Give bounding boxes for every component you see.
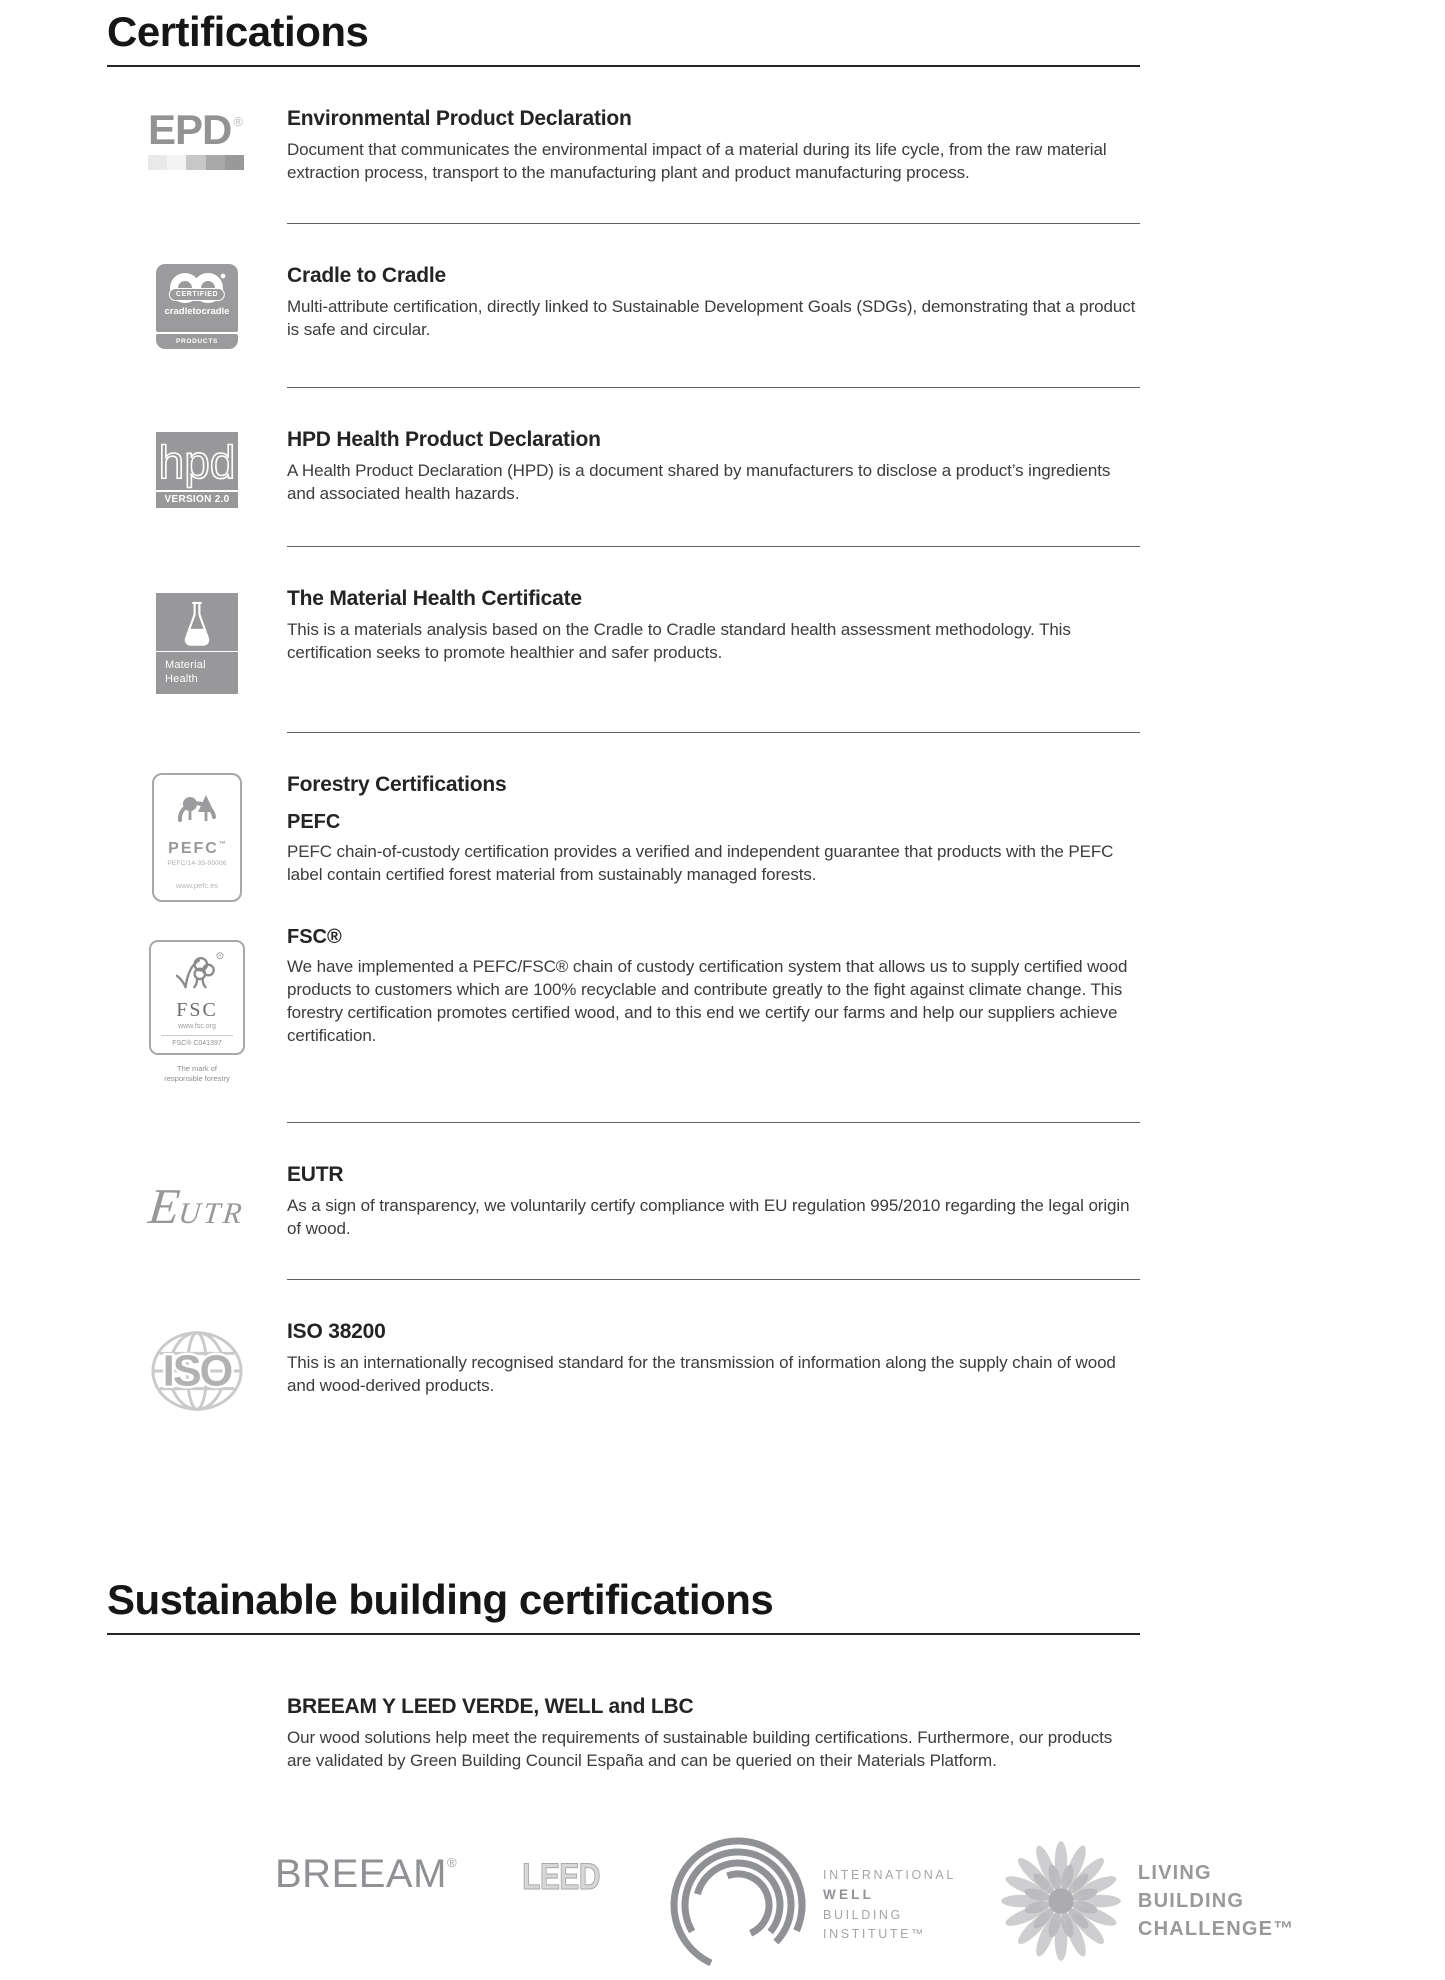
trademark-mark: ™ (218, 841, 226, 849)
pefc-logo (152, 773, 242, 902)
flask-icon (174, 599, 220, 651)
cert-description: We have implemented a PEFC/FSC® chain of custody certification system that allows us to supply certified wood products to customers which are 100% recyclable and contribute greatly to the fight against climate change. This forestry certification promotes certified wood, and to this end we certify our farms and help our suppliers achieve certification. (287, 957, 1128, 1046)
eutr-script-logo: EUTR (145, 1178, 247, 1235)
hpd-wordmark-icon (157, 432, 237, 490)
pefc-wordmark: PEFC™ (168, 840, 226, 858)
pefc-license-code: PEFC/14-35-00006 (167, 860, 227, 868)
leed-text: LEED (522, 1857, 600, 1898)
cert-title: PEFC (287, 811, 341, 834)
cert-row-epd (107, 67, 1140, 222)
cert-description: This is an internationally recognised standard for the transmission of information along the supply chain of wood and wood-derived products. (287, 1352, 1116, 1395)
svg-text:R: R (218, 953, 222, 959)
sbc-title: BREEAM Y LEED VERDE, WELL and LBC (287, 1694, 694, 1718)
fsc-url: www.fsc.org (178, 1023, 216, 1031)
iso-globe-icon (147, 1322, 247, 1420)
cert-title: Environmental Product Declaration (287, 107, 632, 131)
sbc-description: Our wood solutions help meet the requirements of sustainable building certifications. Furthermore, our products are validated by Green Building Council España and can be queried on their Materials Platform. (287, 1727, 1113, 1770)
c2c-program: PRODUCTS PROGRAM (156, 334, 238, 349)
c2c-name: cradletocradle (164, 305, 230, 317)
epd-wordmark (148, 106, 246, 154)
epd-text: EPD (148, 106, 232, 154)
well-logo (663, 1830, 956, 1980)
material-health-label: Material Health (156, 651, 238, 695)
cert-description: As a sign of transparency, we voluntarily certify compliance with EU regulation 995/2010 regarding the legal origin of wood. (287, 1196, 1130, 1239)
iso-text: ISO (162, 1347, 232, 1396)
fsc-wordmark: FSC (176, 999, 218, 1022)
title-rule (107, 1633, 1140, 1635)
cert-row-cradle-to-cradle (107, 224, 1140, 387)
fsc-check-tree-icon (168, 950, 226, 992)
epd-gradient-bar-icon (148, 155, 244, 170)
lbc-flower-icon (998, 1838, 1124, 1964)
building-cert-logos-row (275, 1830, 1445, 1980)
well-rings-icon (663, 1830, 813, 1980)
epd-logo (107, 107, 287, 184)
sbc-text-block (287, 1695, 1140, 1772)
registered-mark: ® (233, 114, 242, 130)
pefc-url: www.pefc.es (175, 881, 219, 891)
cert-row-pefc (107, 733, 1140, 914)
cert-title: The Material Health Certificate (287, 586, 582, 610)
cert-description: A Health Product Declaration (HPD) is a document shared by manufacturers to disclose a product’s ingredients and associated health hazards. (287, 460, 1111, 503)
pefc-trees-icon (165, 787, 229, 831)
breeam-logo: BREEAM® (275, 1852, 458, 1897)
cert-title: FSC® (287, 926, 342, 949)
cert-title: EUTR (287, 1163, 344, 1187)
fsc-tagline: The mark of responsible forestry (164, 1064, 230, 1084)
cert-title: Cradle to Cradle (287, 263, 447, 287)
cert-row-material-health (107, 547, 1140, 733)
cert-title: HPD Health Product Declaration (287, 427, 601, 451)
cert-row-eutr (107, 1123, 1140, 1278)
well-text: INTERNATIONAL WELL BUILDING INSTITUTE™ (823, 1867, 956, 1942)
cradle-to-cradle-logo (156, 264, 238, 360)
page-title: Certifications (107, 8, 369, 55)
registered-mark: ® (446, 1855, 458, 1871)
fsc-license-code: FSC® C041397 (161, 1035, 233, 1047)
cert-description: This is a materials analysis based on the Cradle to Cradle standard health assessment methodology. This certification seeks to promote healthier and safer products. (287, 619, 1071, 662)
fsc-logo (149, 940, 245, 1084)
group-title: Forestry Certifications (287, 773, 507, 797)
cert-title: ISO 38200 (287, 1319, 386, 1343)
certified-badge: CERTIFIED (169, 288, 225, 301)
section2-title: Sustainable building certifications (107, 1575, 774, 1623)
living-building-challenge-logo (998, 1838, 1294, 1964)
cert-row-fsc (107, 914, 1140, 1122)
cert-description: Document that communicates the environmental impact of a material during its life cycle, from the raw material extraction process, transport to the manufacturing plant and product manufacturing process. (287, 140, 1107, 183)
material-health-logo (156, 593, 238, 695)
hpd-text: hpd (158, 435, 236, 488)
cert-description: Multi-attribute certification, directly linked to Sustainable Development Goals (SDGs), demonstrating that a product is safe and circular. (287, 296, 1136, 339)
hpd-version: VERSION 2.0 (156, 490, 238, 508)
cert-description: PEFC chain-of-custody certification provides a verified and independent guarantee that products with the PEFC label contain certified forest material from sustainably managed forests. (287, 842, 1114, 885)
lbc-text: LIVING BUILDING CHALLENGE™ (1137, 1862, 1295, 1941)
leed-logo (509, 1852, 613, 1900)
cert-row-iso-38200 (107, 1280, 1140, 1458)
hpd-logo (156, 432, 238, 508)
cert-row-hpd (107, 388, 1140, 546)
